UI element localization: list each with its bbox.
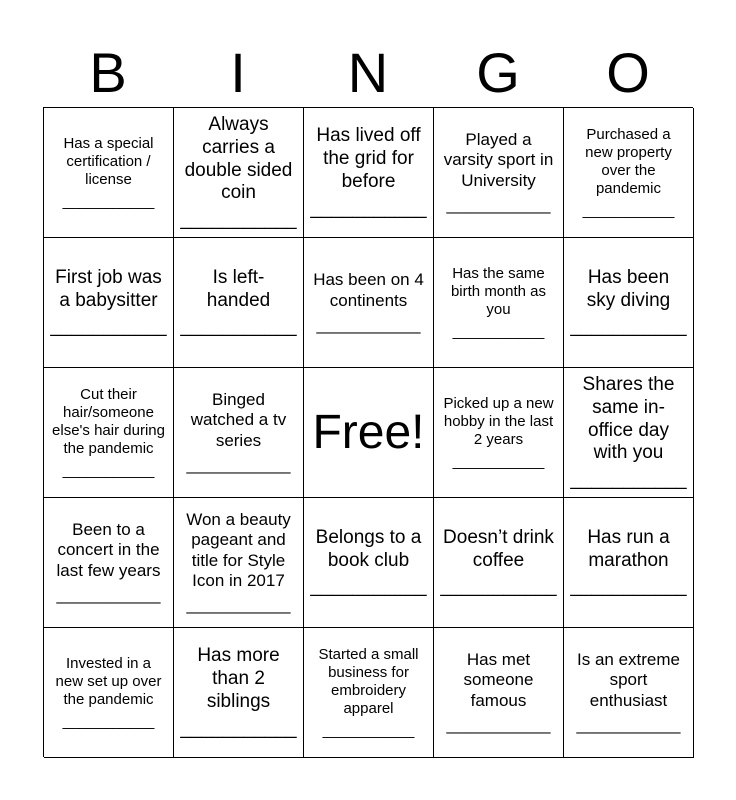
bingo-cell-text: Invested in a new set up over the pandemic — [55, 655, 162, 708]
bingo-cell[interactable] — [304, 498, 434, 628]
bingo-cell-text: Has run a marathon — [587, 526, 670, 571]
signature-line: ___________ — [50, 316, 167, 338]
bingo-cell-text: Has lived off the grid for before — [316, 125, 421, 192]
bingo-cell-text: Won a beauty pageant and title for Style Icon in 2017 — [186, 509, 291, 590]
free-space-cell[interactable] — [304, 368, 434, 498]
bingo-cell-text: Has more than 2 siblings — [197, 645, 280, 712]
bingo-cell[interactable] — [174, 628, 304, 758]
signature-line: ___________ — [446, 195, 551, 215]
signature-line: ___________ — [186, 595, 291, 615]
bingo-cell[interactable] — [434, 108, 564, 238]
bingo-cell-text: Has been on 4 continents — [313, 270, 424, 310]
bingo-cell-text: Started a small business for embroidery apparel — [318, 646, 419, 717]
signature-line: ___________ — [180, 209, 297, 231]
bingo-cell-text: Is left-handed — [206, 266, 271, 311]
bingo-cell[interactable] — [434, 238, 564, 368]
header-letter-o: O — [606, 41, 650, 104]
bingo-cell-text: Cut their hair/someone else's hair during the pandemic — [52, 386, 165, 457]
signature-line: ___________ — [582, 202, 675, 219]
bingo-cell-text: Shares the same in-office day with you — [582, 373, 675, 464]
signature-line: ___________ — [62, 713, 155, 730]
header-letter-n: N — [347, 41, 389, 104]
signature-line: ___________ — [316, 314, 421, 334]
signature-line: ___________ — [310, 576, 427, 598]
bingo-cell[interactable] — [174, 498, 304, 628]
bingo-cell-text: Is an extreme sport enthusiast — [577, 649, 680, 710]
signature-line: ___________ — [570, 469, 687, 491]
signature-line: ___________ — [56, 585, 161, 605]
bingo-cell-text: Played a varsity sport in University — [443, 129, 554, 190]
bingo-cell-text: Picked up a new hobby in the last 2 years — [443, 395, 554, 448]
signature-line: ___________ — [322, 722, 415, 739]
header-letter-b: B — [89, 41, 127, 104]
signature-line: ___________ — [446, 715, 551, 735]
bingo-cell-text: Belongs to a book club — [315, 526, 422, 571]
bingo-cell[interactable] — [44, 498, 174, 628]
signature-line: ___________ — [452, 453, 545, 470]
bingo-cell[interactable] — [44, 628, 174, 758]
bingo-cell[interactable] — [434, 628, 564, 758]
bingo-cell[interactable] — [304, 108, 434, 238]
bingo-cell-text: Binged watched a tv series — [190, 389, 287, 450]
header-letter-i: I — [230, 41, 246, 104]
bingo-cell-text: Has the same birth month as you — [450, 265, 547, 318]
bingo-cell[interactable] — [434, 368, 564, 498]
signature-line: ___________ — [452, 323, 545, 340]
bingo-cell[interactable] — [434, 498, 564, 628]
bingo-cell-text: Has a special certification / license — [63, 135, 154, 188]
bingo-cell-text: Doesn’t drink coffee — [443, 526, 554, 571]
bingo-cell[interactable] — [44, 238, 174, 368]
bingo-cell[interactable] — [174, 368, 304, 498]
bingo-cell-text: First job was a babysitter — [55, 266, 162, 311]
bingo-cell[interactable] — [564, 498, 694, 628]
bingo-cell-text: Always carries a double sided coin — [184, 113, 293, 204]
signature-line: ___________ — [62, 462, 155, 479]
signature-line: ___________ — [62, 193, 155, 210]
bingo-cell-text: Purchased a new property over the pandemic — [585, 126, 672, 197]
signature-line: ___________ — [576, 715, 681, 735]
header-letter-g: G — [476, 41, 520, 104]
bingo-cell[interactable] — [44, 108, 174, 238]
bingo-grid — [43, 107, 693, 757]
bingo-cell-text: Has met someone famous — [463, 649, 534, 710]
bingo-header — [43, 38, 693, 108]
bingo-cell[interactable] — [304, 238, 434, 368]
bingo-cell[interactable] — [174, 108, 304, 238]
signature-line: ___________ — [180, 717, 297, 739]
bingo-cell[interactable] — [564, 628, 694, 758]
signature-line: ___________ — [570, 576, 687, 598]
signature-line: ___________ — [180, 316, 297, 338]
bingo-cell[interactable] — [44, 368, 174, 498]
signature-line: ___________ — [440, 576, 557, 598]
bingo-cell[interactable] — [564, 368, 694, 498]
signature-line: ___________ — [570, 316, 687, 338]
signature-line: ___________ — [186, 455, 291, 475]
signature-line: ___________ — [310, 197, 427, 219]
bingo-cell[interactable] — [174, 238, 304, 368]
free-space-label: Free! — [312, 405, 425, 459]
bingo-cell[interactable] — [564, 238, 694, 368]
bingo-cell-text: Been to a concert in the last few years — [56, 519, 161, 580]
bingo-cell[interactable] — [304, 628, 434, 758]
bingo-cell[interactable] — [564, 108, 694, 238]
bingo-cell-text: Has been sky diving — [586, 266, 671, 311]
